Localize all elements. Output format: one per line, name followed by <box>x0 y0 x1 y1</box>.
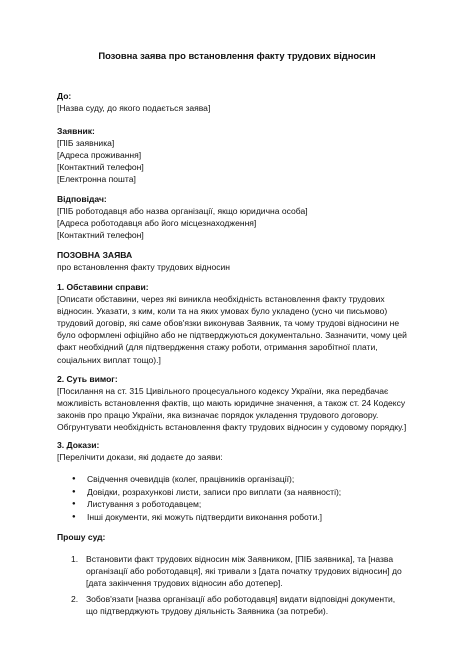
list-item <box>57 553 427 589</box>
plaintiff-label: Заявник: <box>57 126 95 136</box>
section-text-line: трудовий договір, які саме обов'язки виконував Заявник, та чому трудові відносини не <box>57 318 400 329</box>
section-text-line: законів про працю України, яка визначає порядок укладення трудового договору. <box>57 410 379 421</box>
list-item: ● Довідки, розрахункові листи, записи про виплати (за наявності); <box>57 486 427 499</box>
claim-subheading: про встановлення факту трудових відносин <box>57 262 231 273</box>
evidence-intro: [Перелічити докази, які додаєте до заяви: <box>57 452 223 463</box>
to-label: До: <box>57 91 72 101</box>
request-heading: Прошу суд: <box>57 532 106 542</box>
plaintiff-section <box>57 125 427 185</box>
plaintiff-line: [Електронна пошта] <box>57 174 136 185</box>
defendant-line: [Контактний телефон] <box>57 230 144 241</box>
plaintiff-line: [ПІБ заявника] <box>57 138 115 149</box>
section-text-line: [Описати обставини, через які виникла необхідність встановлення факту трудових <box>57 294 385 305</box>
defendant-line: [Адреса роботодавця або його місцезнаходження] <box>57 218 257 229</box>
section-heading: 2. Суть вимог: <box>57 374 118 384</box>
request-list <box>57 553 427 617</box>
defendant-section <box>57 193 427 241</box>
claim-heading-section <box>57 249 427 273</box>
claim-heading: ПОЗОВНА ЗАЯВА <box>57 250 133 260</box>
defendant-label: Відповідач: <box>57 194 107 204</box>
list-item: ● Свідчення очевидців (колег, працівників організації); <box>57 473 427 486</box>
circumstances-section <box>57 281 427 366</box>
court-name-line: [Назва суду, до якого подається заява] <box>57 103 211 114</box>
request-text-line: організації або роботодавця], які тривали з [дата початку трудових відносин] до <box>86 566 402 577</box>
section-text-line: Обгрунтувати необхідність встановлення факту трудових відносин у судовому порядку.] <box>57 422 407 433</box>
request-section <box>57 531 427 622</box>
evidence-section <box>57 439 427 524</box>
to-section <box>57 90 427 114</box>
list-number: 2. <box>71 594 79 605</box>
plaintiff-line: [Адреса проживання] <box>57 150 142 161</box>
section-text-line: було оформлені офіційно або не підтверджуються документально. Зазначити, чому цей <box>57 330 407 341</box>
section-heading: 3. Докази: <box>57 440 100 450</box>
list-item: ● Інші документи, які можуть підтвердити виконання роботи.] <box>57 511 427 524</box>
claims-essence-section <box>57 373 427 433</box>
evidence-list <box>57 473 427 523</box>
defendant-line: [ПІБ роботодавця або назва організації, якщо юридична особа] <box>57 206 308 217</box>
request-text-line: Зобов'язати [назва організації або роботодавця] видати відповідні документи, <box>86 594 396 605</box>
list-item <box>57 593 427 617</box>
section-text-line: можливість встановлення фактів, що мають юридичне значення, а також ст. 24 Кодексу <box>57 398 406 409</box>
plaintiff-line: [Контактний телефон] <box>57 162 144 173</box>
section-text-line: соціальних виплат тощо).] <box>57 354 161 365</box>
list-number: 1. <box>71 554 79 565</box>
request-text-line: Встановити факт трудових відносин між Заявником, [ПІБ заявника], та [назва <box>86 554 394 565</box>
document-title: Позовна заява про встановлення факту трудових відносин <box>98 50 376 61</box>
request-text-line: [дата закінчення трудових відносин або дотепер]. <box>86 578 283 589</box>
request-text-line: що підтверджують трудову діяльність Заявника (за потреби). <box>86 606 329 617</box>
section-text-line: факт необхідний (для підтвердження стажу роботи, отримання заробітної плати, <box>57 342 378 353</box>
list-item: ● Листування з роботодавцем; <box>57 498 427 511</box>
section-heading: 1. Обставини справи: <box>57 282 149 292</box>
section-text-line: відносин. Указати, з ким, коли та на яких умовах було укладено (усно чи письмово) <box>57 306 388 317</box>
section-text-line: [Посилання на ст. 315 Цивільного процесуального кодексу України, яка передбачає <box>57 386 389 397</box>
